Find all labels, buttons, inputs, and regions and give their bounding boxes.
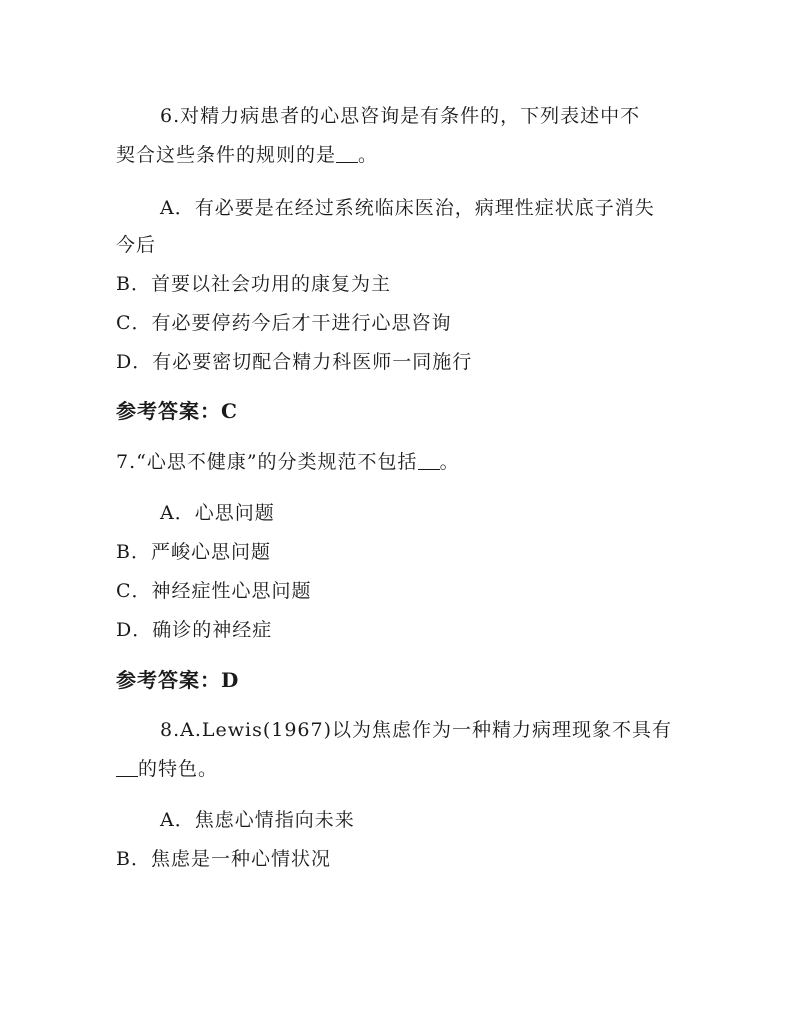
question-6-option-d: D．有必要密切配合精力科医师一同施行: [116, 351, 473, 373]
question-6-option-a-line2: 今后: [116, 234, 157, 256]
question-6-option-a-line1: A．有必要是在经过系统临床医治，病理性症状底子消失: [160, 197, 655, 219]
question-7-stem-text: 7.“心思不健康”的分类规范不包括: [116, 451, 418, 473]
question-7-stem: [116, 450, 460, 474]
question-6-answer: 参考答案：C: [116, 399, 238, 423]
answer-blank: [336, 144, 358, 163]
question-7-option-b: B．严峻心思问题: [116, 541, 271, 563]
question-7-stem-end: 。: [439, 451, 460, 473]
question-7-option-c: C．神经症性心思问题: [116, 580, 312, 602]
answer-blank: [418, 451, 440, 470]
answer-blank: [116, 758, 138, 777]
question-8-stem-end: 的特色。: [138, 758, 219, 780]
question-6-stem-line2: [116, 143, 378, 167]
question-7-answer: 参考答案：D: [116, 668, 240, 692]
question-8-option-b: B．焦虑是一种心情状况: [116, 848, 331, 870]
question-8-stem-line2: [116, 757, 218, 781]
question-6-option-c: C．有必要停药今后才干进行心思咨询: [116, 312, 452, 334]
question-8-stem-line1: 8.A.Lewis(1967)以为焦虑作为一种精力病理现象不具有: [160, 719, 673, 741]
question-7-option-d: D．确诊的神经症: [116, 619, 273, 641]
question-7-option-a: A．心思问题: [160, 502, 275, 524]
question-6-stem-line1: 6.对精力病患者的心思咨询是有条件的，下列表述中不: [160, 105, 641, 127]
question-8-option-a: A．焦虑心情指向未来: [160, 809, 355, 831]
question-6-stem-text: 契合这些条件的规则的是: [116, 144, 337, 166]
question-6-stem-end: 。: [358, 144, 379, 166]
question-6-option-b: B．首要以社会功用的康复为主: [116, 273, 391, 295]
